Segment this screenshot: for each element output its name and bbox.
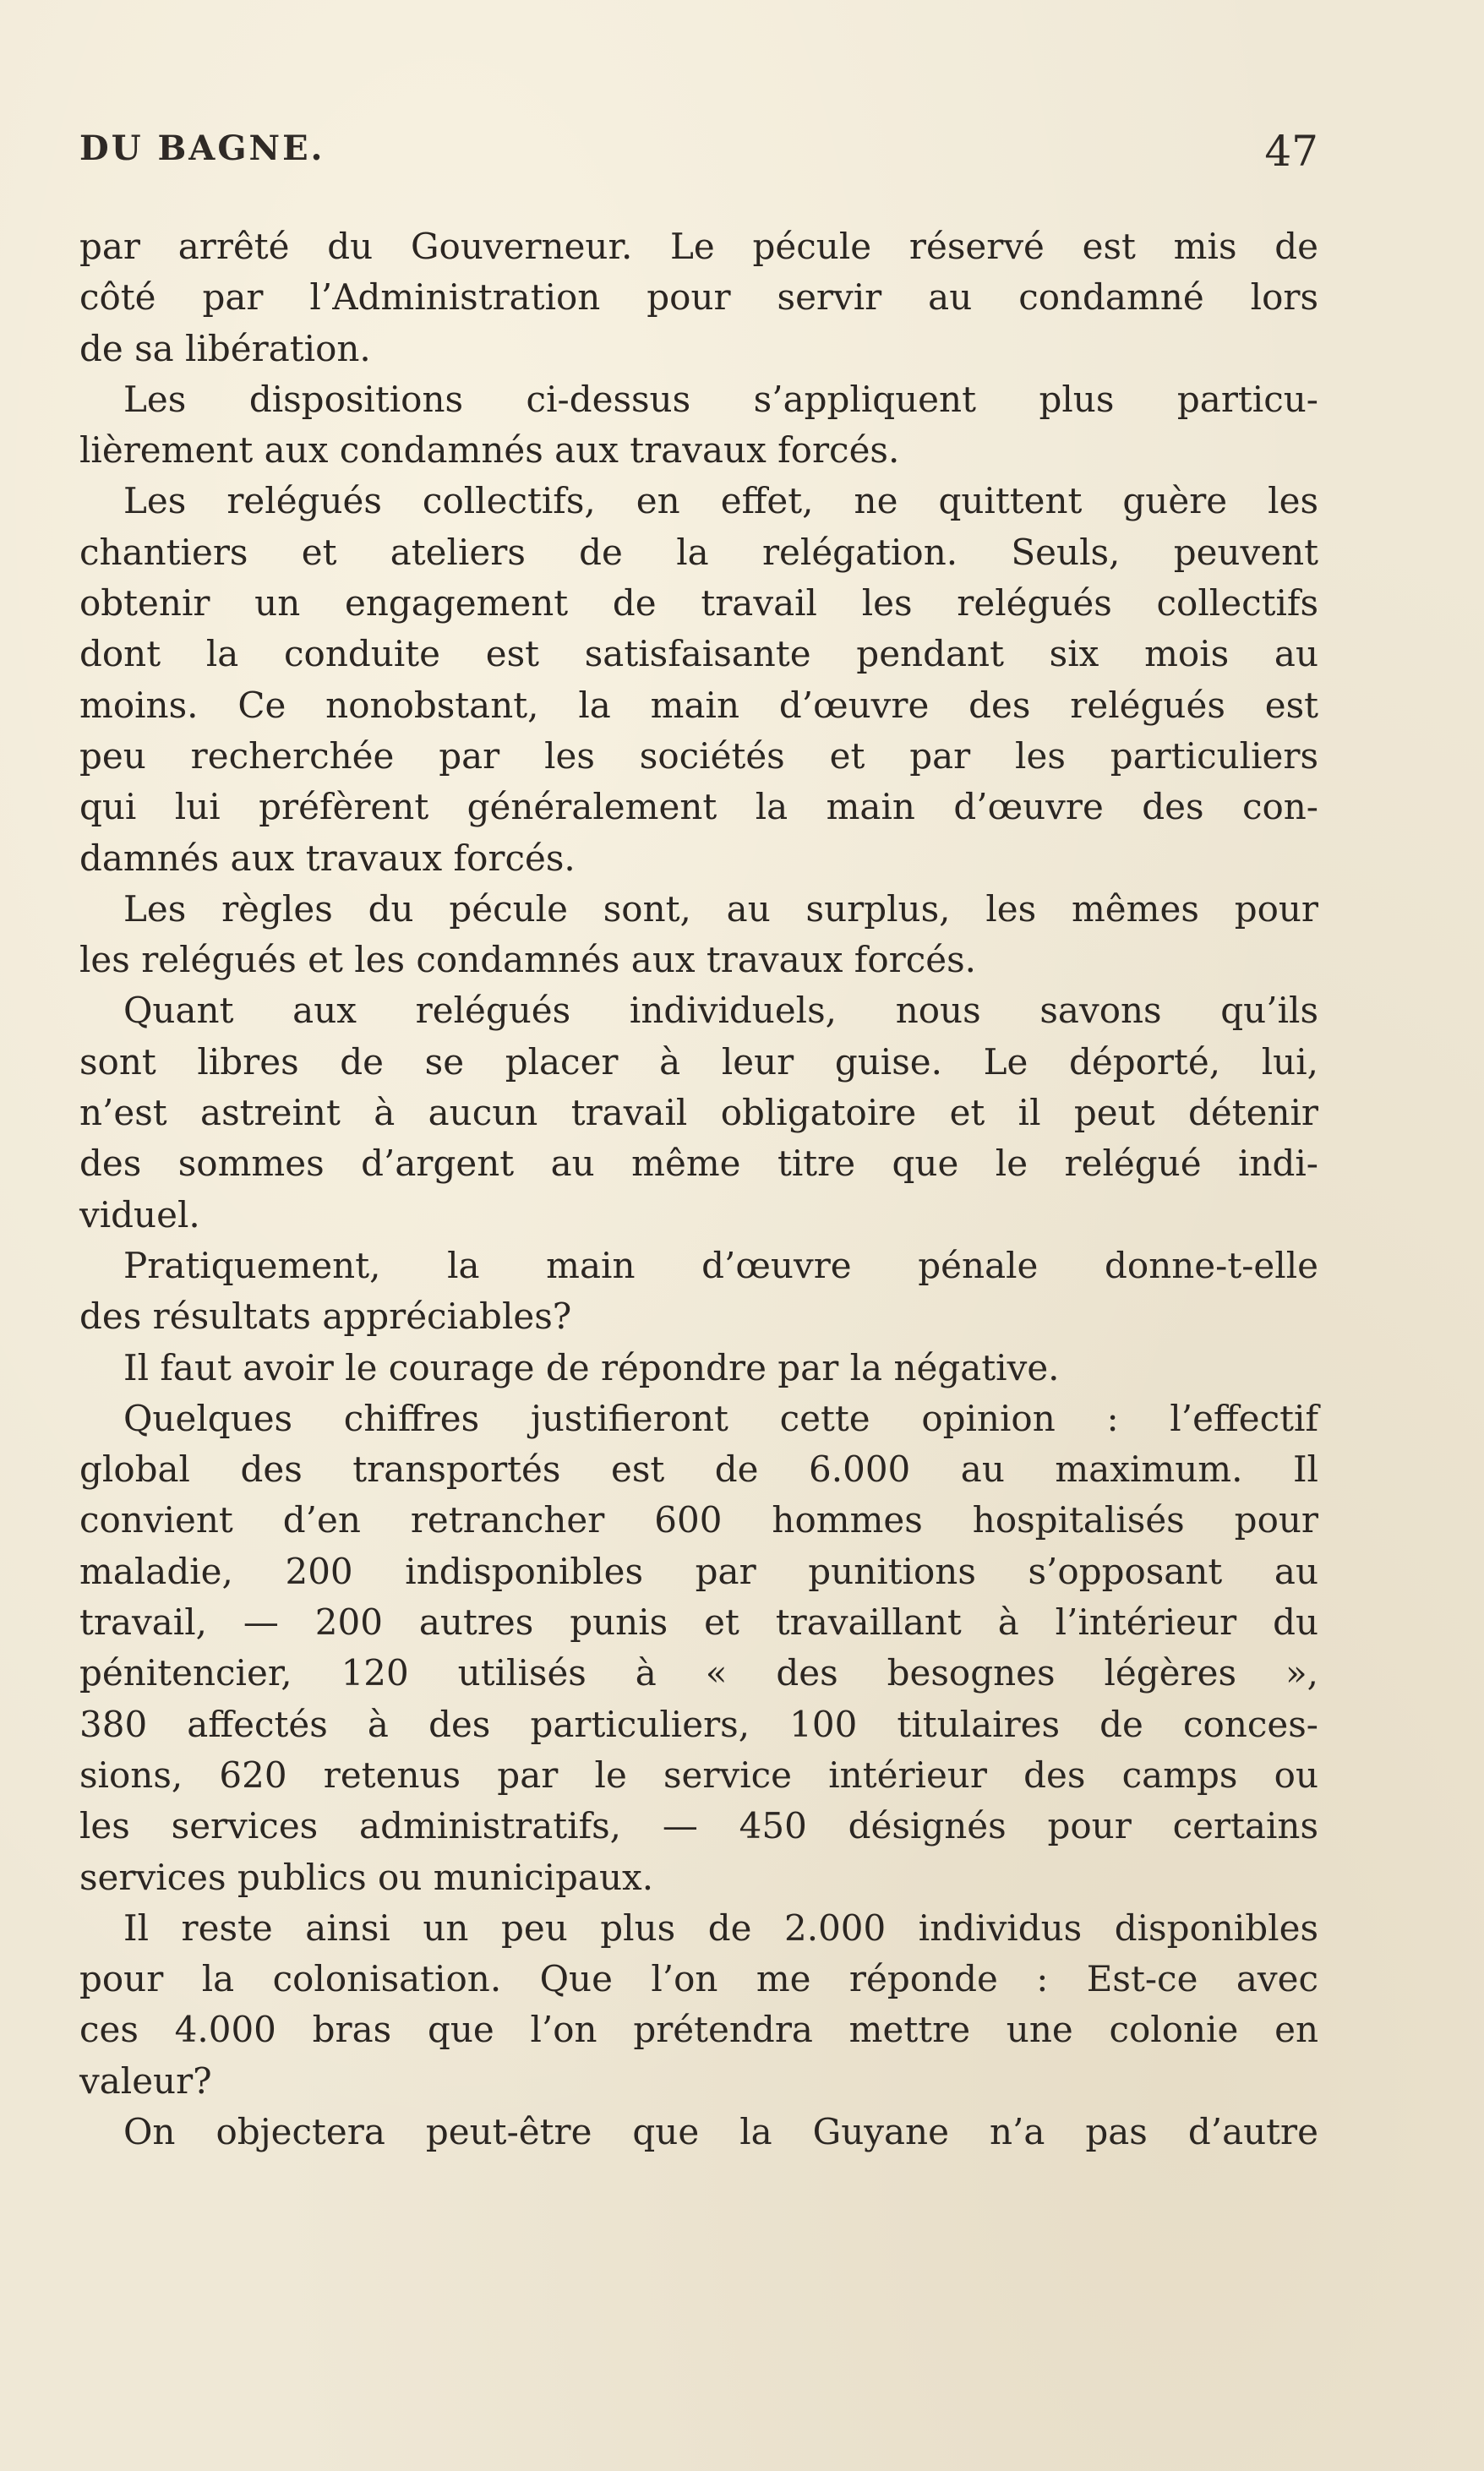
text-line: dont la conduite est satisfaisante pendant six mois au [79, 633, 1318, 675]
text-line: chantiers et ateliers de la relégation. Seuls, peuvent [79, 531, 1318, 573]
text-line: des sommes d’argent au même titre que le relégué indi- [79, 1143, 1318, 1185]
text-line: Il reste ainsi un peu plus de 2.000 individus disponibles [123, 1906, 1318, 1949]
body-text [79, 221, 1318, 2157]
text-line: Pratiquement, la main d’œuvre pénale donne-t-elle [123, 1244, 1318, 1286]
text-line: obtenir un engagement de travail les relégués collectifs [79, 582, 1318, 625]
page-number: 47 [1264, 127, 1318, 176]
text-line: de sa libération. [79, 327, 371, 369]
text-line: Les dispositions ci-dessus s’appliquent plus particu- [123, 378, 1318, 420]
running-head: DU BAGNE. [79, 128, 325, 168]
text-line: pour la colonisation. Que l’on me réponde : Est-ce avec [79, 1958, 1318, 2000]
text-line: peu recherchée par les sociétés et par les particuliers [79, 734, 1318, 777]
text-line: global des transportés est de 6.000 au maximum. Il [79, 1448, 1318, 1491]
text-line: Il faut avoir le courage de répondre par la négative. [123, 1346, 1060, 1388]
text-line: convient d’en retrancher 600 hommes hospitalisés pour [79, 1499, 1318, 1541]
text-line: services publics ou municipaux. [79, 1856, 654, 1898]
text-line: Quelques chiffres justifieront cette opinion : l’effectif [123, 1397, 1318, 1439]
text-line: On objectera peut-être que la Guyane n’a pas d’autre [123, 2110, 1318, 2152]
text-line: travail, — 200 autres punis et travaillant à l’intérieur du [79, 1601, 1318, 1644]
text-line: qui lui préfèrent généralement la main d’œuvre des con- [79, 786, 1318, 828]
text-line: Les règles du pécule sont, au surplus, les mêmes pour [123, 887, 1318, 930]
text-line: damnés aux travaux forcés. [79, 837, 576, 879]
text-line: les services administratifs, — 450 désignés pour certains [79, 1805, 1318, 1847]
text-line: valeur? [79, 2059, 212, 2102]
text-line: n’est astreint à aucun travail obligatoire et il peut détenir [79, 1092, 1318, 1134]
text-line: sions, 620 retenus par le service intérieur des camps ou [79, 1754, 1318, 1796]
text-line: par arrêté du Gouverneur. Le pécule réservé est mis de [79, 226, 1318, 267]
text-line: les relégués et les condamnés aux travaux forcés. [79, 939, 976, 981]
text-line: sont libres de se placer à leur guise. Le déporté, lui, [79, 1040, 1318, 1083]
text-line: des résultats appréciables? [79, 1296, 572, 1338]
text-line: lièrement aux condamnés aux travaux forcés. [79, 429, 900, 472]
text-line: moins. Ce nonobstant, la main d’œuvre des relégués est [79, 684, 1318, 726]
text-line: pénitencier, 120 utilisés à « des besognes légères », [79, 1652, 1318, 1694]
text-line: Les relégués collectifs, en effet, ne quittent guère les [123, 480, 1318, 522]
text-line: côté par l’Administration pour servir au condamné lors [79, 276, 1318, 319]
text-line: viduel. [79, 1193, 200, 1236]
text-line: ces 4.000 bras que l’on prétendra mettre une colonie en [79, 2009, 1318, 2051]
text-line: 380 affectés à des particuliers, 100 titulaires de conces- [79, 1703, 1318, 1745]
text-line: maladie, 200 indisponibles par punitions s’opposant au [79, 1550, 1318, 1592]
text-line: Quant aux relégués individuels, nous savons qu’ils [123, 990, 1318, 1032]
